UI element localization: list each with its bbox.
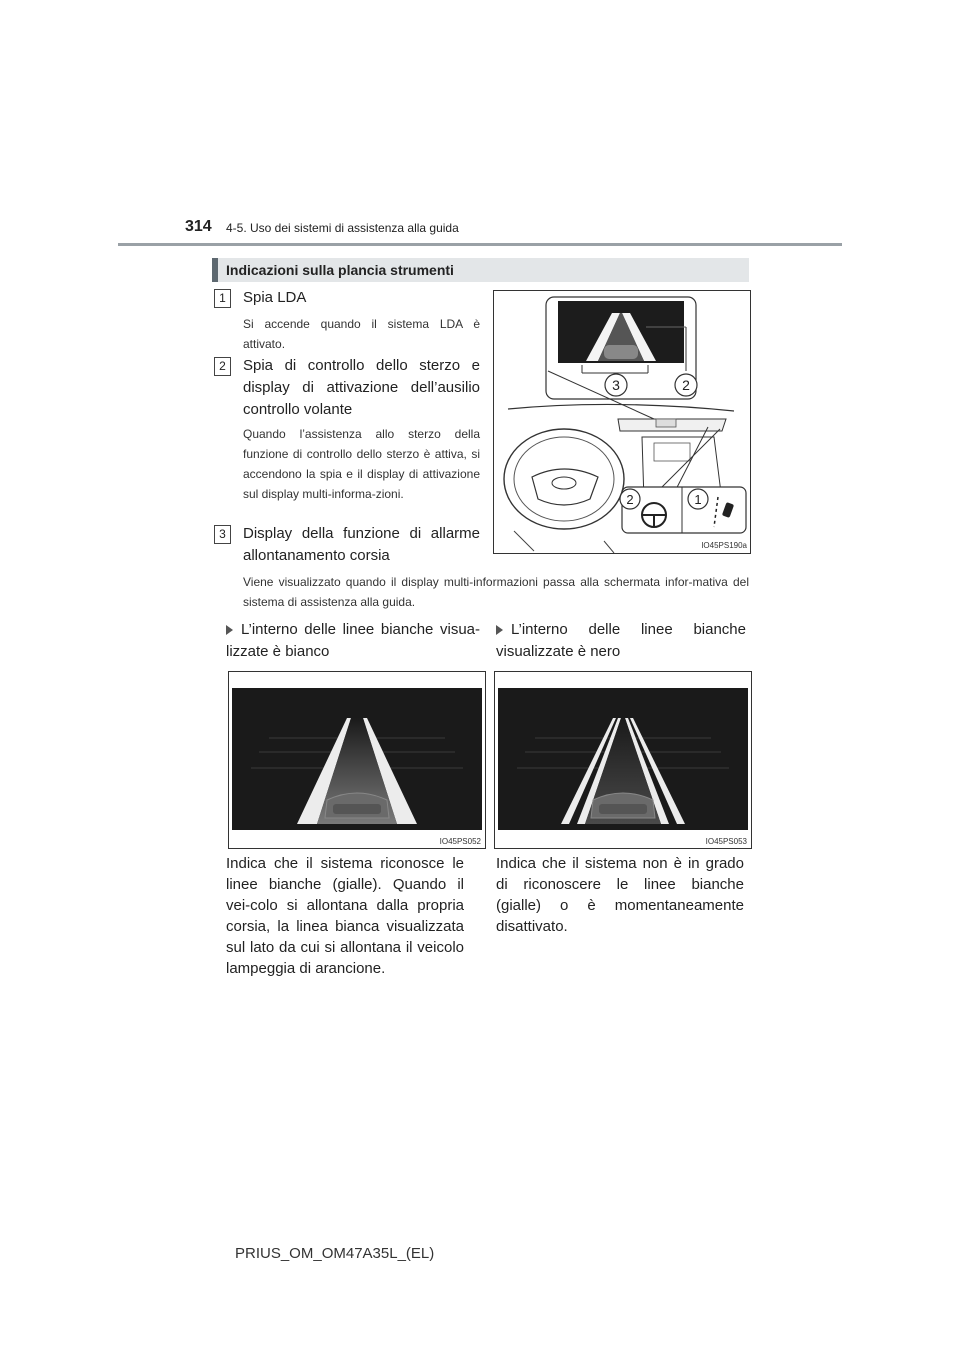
header-rule — [118, 243, 842, 246]
item-title-1: Spia LDA — [243, 289, 307, 306]
description-right: Indica che il sistema non è in grado di riconoscere le linee bianche (gialle) o è momentaneamente disattivato. — [496, 855, 744, 935]
display-figure-white — [228, 671, 486, 849]
section-heading — [212, 258, 749, 282]
lane-display-white-illustration — [229, 672, 485, 848]
breadcrumb: 4-5. Uso dei sistemi di assistenza alla guida — [226, 221, 459, 235]
callout-2-top: 2 — [682, 377, 690, 393]
item-number-3: 3 — [214, 525, 231, 544]
item-number-2: 2 — [214, 357, 231, 376]
callout-3: 3 — [612, 377, 620, 393]
bullet-arrow-icon — [496, 625, 503, 635]
callout-1: 1 — [694, 492, 702, 507]
item-title-3: Display della funzione di allarme allontanamento corsia — [243, 525, 480, 564]
section-heading-marker — [212, 258, 218, 282]
item-desc-3: Viene visualizzato quando il display multi-informazioni passa alla schermata infor-mativa del sistema di assistenza alla guida. — [243, 575, 749, 609]
item-desc-1: Si accende quando il sistema LDA è attivato. — [243, 317, 480, 351]
callout-2-bottom: 2 — [626, 492, 634, 507]
description-left: Indica che il sistema riconosce le linee bianche (gialle). Quando il vei-colo si allontana dalla propria corsia, la linea bianca visualizzata sul lato da cui si allontana il veicolo lampeggia di arancione. — [226, 855, 464, 977]
item-number-1: 1 — [214, 289, 231, 308]
bullet-left — [226, 619, 480, 663]
section-title: Indicazioni sulla plancia strumenti — [226, 262, 454, 278]
bullet-right-text: L’interno delle linee bianche visualizzate è nero — [496, 621, 746, 660]
figure-code-right: IO45PS053 — [705, 837, 747, 846]
lane-display-black-illustration — [495, 672, 751, 848]
footer-code: PRIUS_OM_OM47A35L_(EL) — [235, 1245, 435, 1262]
bullet-arrow-icon — [226, 625, 233, 635]
dashboard-illustration — [494, 291, 750, 553]
display-figure-black — [494, 671, 752, 849]
figure-code-dashboard: IO45PS190a — [701, 541, 747, 550]
bullet-right — [496, 619, 746, 663]
item-title-2: Spia di controllo dello sterzo e display di attivazione dell’ausilio controllo volante — [243, 357, 480, 418]
page-number: 314 — [185, 218, 212, 235]
figure-code-left: IO45PS052 — [439, 837, 481, 846]
bullet-left-text: L’interno delle linee bianche visua-lizzate è bianco — [226, 621, 480, 660]
item-desc-2: Quando l’assistenza allo sterzo della funzione di controllo dello sterzo è attiva, si accendono la spia e il display di attivazione sul display multi-informa-zioni. — [243, 427, 480, 501]
dashboard-figure — [493, 290, 751, 554]
